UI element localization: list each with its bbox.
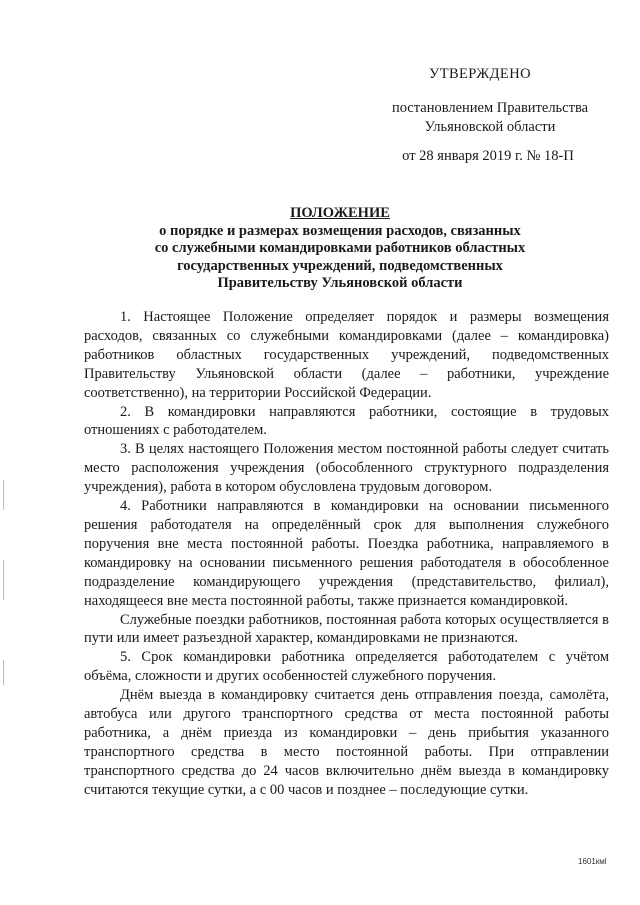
scan-edge-mark [3, 560, 4, 600]
paragraph-2: 2. В командировки направляются работники, состоящие в трудовых отношениях с работодателем. [84, 403, 609, 439]
paragraph-4: 4. Работники направляются в командировки на основании письменного решения работодателя на определённый срок для выполнения служебного поручения вне места постоянной работы. Поездка работника, направляемого в командировку на основании письменного решения работодателя в обособленное подразделение командирующего учреждения (представительство, филиал), находящееся вне места постоянной работы, также признается командировкой. [84, 498, 609, 609]
footer-code: 1601кмl [578, 857, 607, 866]
approval-title: УТВЕРЖДЕНО [429, 66, 531, 82]
approval-line-2: Ульяновской области [424, 119, 556, 135]
title-line-1: о порядке и размерах возмещения расходов, связанных [159, 222, 521, 239]
approval-line-1: постановлением Правительства [391, 100, 589, 116]
scan-edge-mark [3, 480, 4, 510]
approval-date-number: от 28 января 2019 г. № 18-П [402, 148, 574, 164]
title-line-2: со служебными командировками работников областных [154, 240, 526, 257]
paragraph-5: 5. Срок командировки работника определяется работодателем с учётом объёма, сложности и других особенностей служебного поручения. [84, 649, 609, 685]
paragraph-4-note: Служебные поездки работников, постоянная работа которых осуществляется в пути или имеет разъездной характер, командировками не признаются. [84, 611, 609, 647]
title-line-4: Правительству Ульяновской области [217, 275, 463, 292]
scan-edge-mark [3, 660, 4, 685]
title-line-3: государственных учреждений, подведомственных [177, 257, 503, 274]
paragraph-5-departure: Днём выезда в командировку считается день отправления поезда, самолёта, автобуса или другого транспортного средства от места постоянной работы работника, а днём приезда из командировки – день прибытия указанного транспортного средства в место постоянной работы. При отправлении транспортного средства до 24 часов включительно днём выезда в командировку считаются текущие сутки, а с 00 часов и позднее – последующие сутки. [84, 687, 609, 798]
document-title [100, 205, 580, 293]
paragraph-1: 1. Настоящее Положение определяет порядок и размеры возмещения расходов, связанных со служебными командировками (далее – командировка) работников областных государственных учреждений, подведомственных Правительству Ульяновской области (далее – работники, учреждение соответственно), на территории Российской Федерации. [84, 309, 609, 401]
title-main: ПОЛОЖЕНИЕ [290, 205, 390, 221]
document-body [84, 308, 609, 800]
paragraph-3: 3. В целях настоящего Положения местом постоянной работы следует считать место расположения учреждения (обособленного структурного подразделения учреждения), работа в котором обусловлена трудовым договором. [84, 441, 609, 496]
